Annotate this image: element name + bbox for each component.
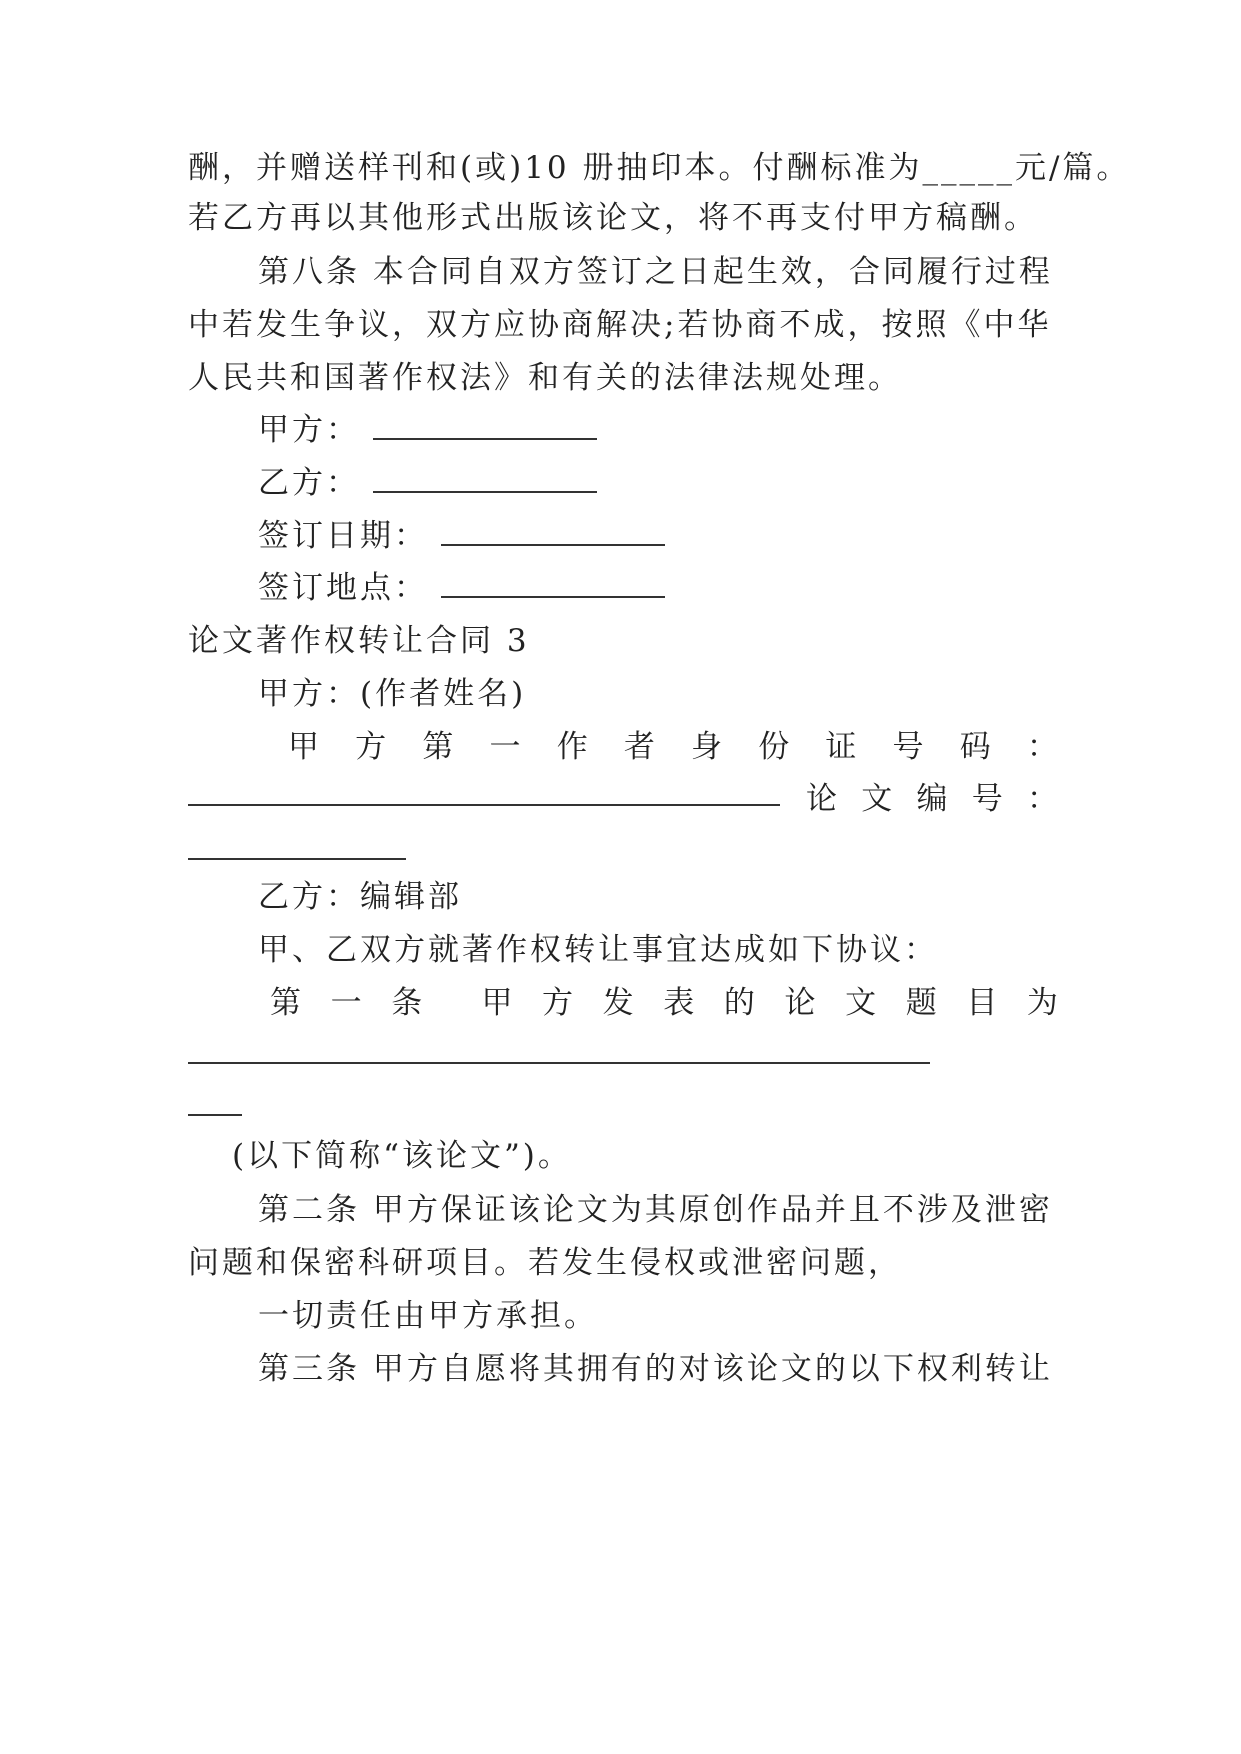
party-a-author: 甲方：(作者姓名) — [258, 676, 527, 712]
article1-char: 为 — [1026, 985, 1058, 1021]
paragraph-line: 人民共和国著作权法》和有关的法律法规处理。 — [188, 360, 902, 396]
id-label-char: 作 — [556, 729, 588, 765]
article1-char: 文 — [845, 985, 877, 1021]
paragraph-line: 若乙方再以其他形式出版该论文，将不再支付甲方稿酬。 — [188, 200, 1038, 236]
article1-char: 甲 — [481, 985, 513, 1021]
id-label-char: 证 — [825, 729, 857, 765]
party-b-editorial: 乙方：编辑部 — [258, 879, 462, 915]
sign-date-label: 签订日期： — [258, 518, 428, 554]
sign-place-blank[interactable] — [441, 570, 665, 598]
article2-line: 问题和保密科研项目。若发生侵权或泄密问题， — [188, 1245, 902, 1281]
article1-char: 的 — [723, 985, 755, 1021]
paper-number-blank[interactable] — [188, 858, 406, 860]
article1-char: 表 — [663, 985, 695, 1021]
article8-line: 第八条 本合同自双方签订之日起生效，合同履行过程 — [258, 254, 1053, 290]
paper-title-blank-cont[interactable] — [188, 1114, 242, 1116]
article3-line: 第三条 甲方自愿将其拥有的对该论文的以下权利转让 — [258, 1351, 1053, 1387]
paper-no-char: 编 — [916, 781, 948, 817]
sign-date — [258, 516, 1058, 556]
article1-char: 第 — [270, 985, 301, 1021]
article2-line: 一切责任由甲方承担。 — [258, 1298, 598, 1334]
article1-char: 论 — [784, 985, 816, 1021]
id-label-char: 码 — [959, 729, 991, 765]
party-b-label: 乙方： — [258, 465, 360, 501]
paragraph-line: 中若发生争议，双方应协商解决;若协商不成，按照《中华 — [188, 307, 1052, 343]
article1-char: 一 — [330, 985, 362, 1021]
contract-title: 论文著作权转让合同 3 — [188, 623, 530, 659]
id-number-blank[interactable] — [188, 804, 780, 806]
party-b-signature — [258, 463, 1058, 503]
article1-line — [270, 983, 1058, 1023]
party-b-blank[interactable] — [373, 465, 597, 493]
id-label-char: 份 — [758, 729, 790, 765]
article1-char: 题 — [905, 985, 937, 1021]
paper-no-char: ： — [1027, 781, 1058, 817]
party-a-blank[interactable] — [373, 412, 597, 440]
article1-char: 发 — [602, 985, 634, 1021]
id-label-char: 号 — [892, 729, 924, 765]
sign-date-blank[interactable] — [441, 518, 665, 546]
article1-char: 方 — [542, 985, 574, 1021]
paragraph-line: 酬，并赠送样刊和(或)10 册抽印本。付酬标准为_____元/篇。 — [188, 150, 1131, 186]
paper-no-char: 文 — [861, 781, 893, 817]
paper-no-char: 号 — [971, 781, 1003, 817]
paper-number-label — [806, 779, 1058, 819]
id-label-char: 甲 — [288, 729, 319, 765]
party-a-label: 甲方： — [258, 412, 360, 448]
article1-tail: (以下简称“该论文”)。 — [232, 1138, 572, 1174]
sign-place-label: 签订地点： — [258, 570, 428, 606]
id-label-char: 方 — [355, 729, 387, 765]
id-label-char: 第 — [422, 729, 454, 765]
party-a-signature — [258, 410, 1058, 450]
sign-place — [258, 568, 1058, 608]
id-label-char: 一 — [489, 729, 521, 765]
id-number-label — [288, 727, 1058, 767]
article2-line: 第二条 甲方保证该论文为其原创作品并且不涉及泄密 — [258, 1192, 1053, 1228]
paper-title-blank[interactable] — [188, 1062, 930, 1064]
article1-char: 目 — [966, 985, 998, 1021]
paper-no-char: 论 — [806, 781, 837, 817]
id-label-char: 身 — [691, 729, 723, 765]
agreement-intro: 甲、乙双方就著作权转让事宜达成如下协议： — [258, 932, 938, 968]
id-label-char: 者 — [623, 729, 655, 765]
id-label-char: ： — [1026, 729, 1058, 765]
article1-char: 条 — [391, 985, 423, 1021]
